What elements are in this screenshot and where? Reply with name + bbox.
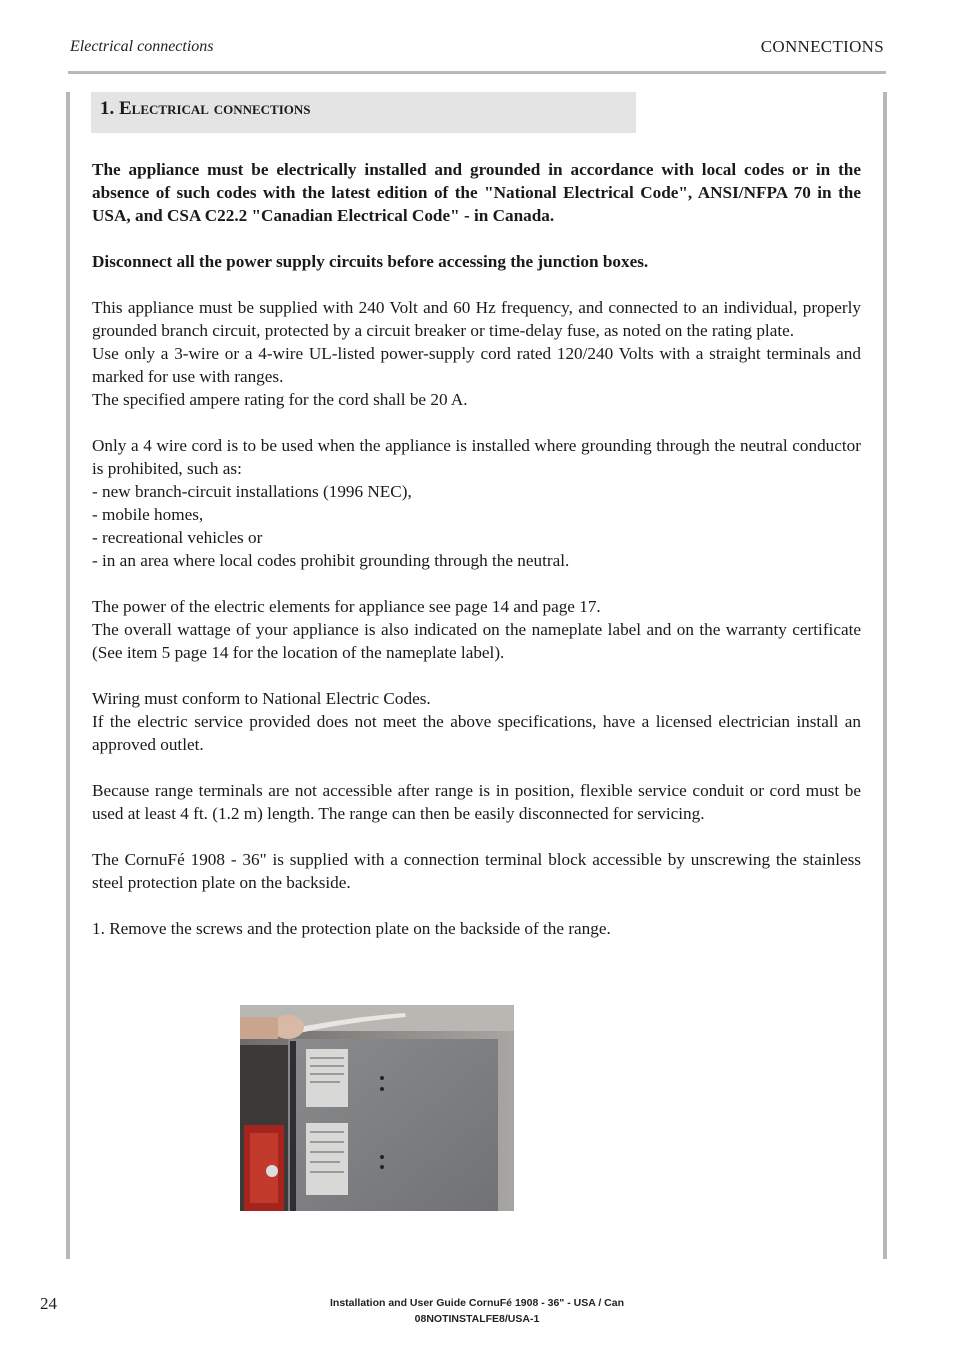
footer-guide-title: Installation and User Guide CornuFé 1908 - 36" - USA / Can bbox=[330, 1297, 624, 1309]
paragraph bbox=[92, 917, 861, 940]
text-line: - recreational vehicles or bbox=[92, 528, 263, 547]
running-header-left: Electrical connections bbox=[70, 38, 214, 55]
text-line: 1. Remove the screws and the protection plate on the backside of the range. bbox=[92, 919, 611, 938]
text-line: If the electric service provided does not meet the above specifications, have a licensed electrician install an approved outlet. bbox=[92, 712, 861, 754]
paragraph bbox=[92, 296, 861, 411]
frame-left-border bbox=[66, 92, 70, 1259]
text-line: The appliance must be electrically installed and grounded in accordance with local codes or in the absence of such codes with the latest edition of the "National Electrical Code", ANSI/NFPA 70 in the USA, and CSA C22.2 "Canadian Electrical Code" - in Canada. bbox=[92, 160, 861, 225]
section-title bbox=[100, 98, 311, 120]
paragraph bbox=[92, 250, 861, 273]
text-line: The power of the electric elements for appliance see page 14 and page 17. bbox=[92, 597, 601, 616]
paragraph bbox=[92, 595, 861, 664]
frame-right-border bbox=[883, 92, 887, 1259]
text-line: Use only a 3-wire or a 4-wire UL-listed power-supply cord rated 120/240 Volts with a straight terminals and marked for use with ranges. bbox=[92, 344, 861, 386]
text-line: The CornuFé 1908 - 36" is supplied with a connection terminal block accessible by unscrewing the stainless steel protection plate on the backside. bbox=[92, 850, 861, 892]
range-backside-photo bbox=[240, 1005, 514, 1211]
text-line: Because range terminals are not accessible after range is in position, flexible service conduit or cord must be used at least 4 ft. (1.2 m) length. The range can then be easily disconnected for servicing. bbox=[92, 781, 861, 823]
running-header-right: CONNECTIONS bbox=[760, 37, 884, 56]
header-rule bbox=[68, 71, 886, 74]
section-title-text: Electrical connections bbox=[119, 98, 311, 119]
body-text bbox=[92, 158, 861, 963]
text-line: - new branch-circuit installations (1996 NEC), bbox=[92, 482, 412, 501]
text-line: The overall wattage of your appliance is also indicated on the nameplate label and on the warranty certificate (See item 5 page 14 for the location of the nameplate label). bbox=[92, 620, 861, 662]
text-line: Only a 4 wire cord is to be used when the appliance is installed where grounding through the neutral conductor is prohibited, such as: bbox=[92, 436, 861, 478]
text-line: - in an area where local codes prohibit grounding through the neutral. bbox=[92, 551, 570, 570]
paragraph bbox=[92, 779, 861, 825]
paragraph bbox=[92, 434, 861, 572]
text-line: The specified ampere rating for the cord shall be 20 A. bbox=[92, 390, 468, 409]
text-line: - mobile homes, bbox=[92, 505, 204, 524]
section-number: 1. bbox=[100, 98, 115, 119]
text-line: This appliance must be supplied with 240 Volt and 60 Hz frequency, and connected to an individual, properly grounded branch circuit, protected by a circuit breaker or time-delay fuse, as noted on the rating plate. bbox=[92, 298, 861, 340]
page-number: 24 bbox=[40, 1294, 57, 1313]
paragraph bbox=[92, 687, 861, 756]
paragraph bbox=[92, 848, 861, 894]
text-line: Disconnect all the power supply circuits before accessing the junction boxes. bbox=[92, 252, 649, 271]
paragraph bbox=[92, 158, 861, 227]
text-line: Wiring must conform to National Electric Codes. bbox=[92, 689, 431, 708]
footer-document-code: 08NOTINSTALFE8/USA-1 bbox=[414, 1313, 540, 1325]
